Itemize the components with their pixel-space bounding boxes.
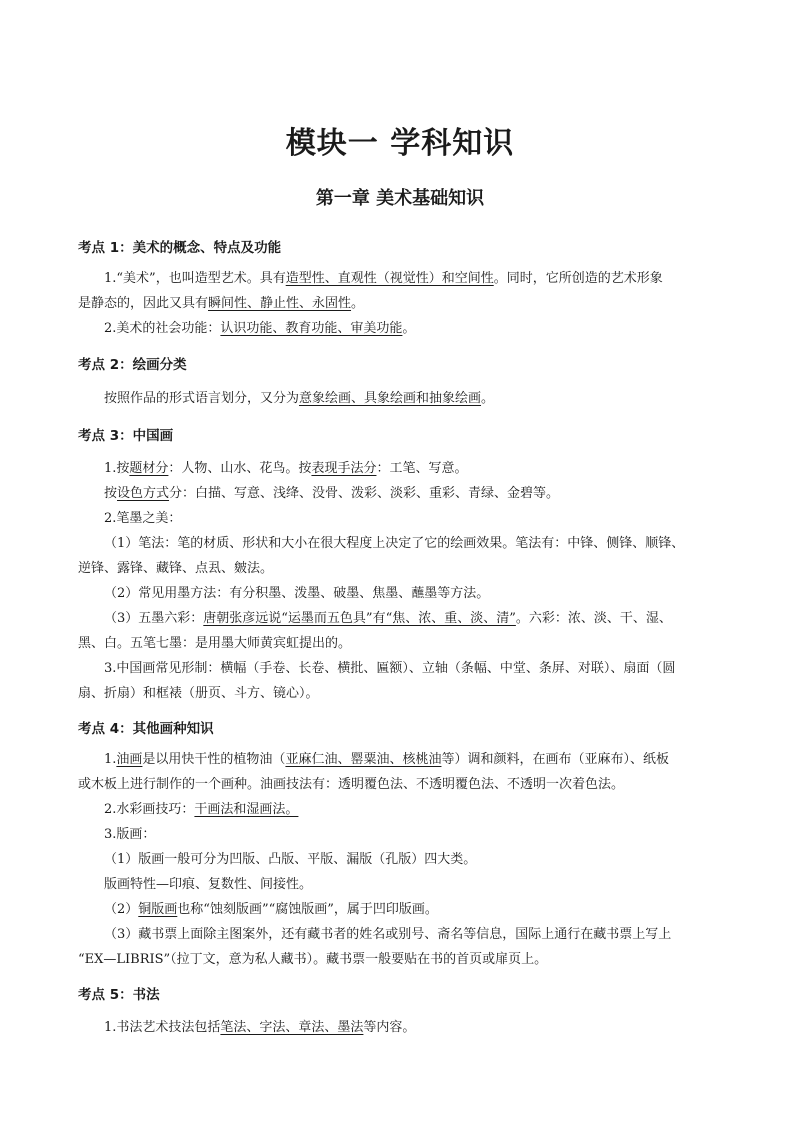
- section-heading: 考点 3：中国画: [78, 428, 174, 444]
- paragraph-line: 3.版画：: [104, 827, 156, 842]
- paragraph-line: 1.“美术”，也叫造型艺术。具有造型性、直观性（视觉性）和空间性。同时，它所创造的艺术形象: [104, 271, 663, 286]
- paragraph-line: （1）笔法：笔的材质、形状和大小在很大程度上决定了它的绘画效果。笔法有：中锋、侧锋、顺锋、: [104, 536, 685, 551]
- paragraph-line: 扇、折扇）和框裱（册页、斗方、镜心）。: [78, 686, 319, 701]
- section-heading: 考点 2：绘画分类: [78, 357, 187, 373]
- paragraph-line: 黑、白。五笔七墨：是用墨大师黄宾虹提出的。: [78, 636, 352, 651]
- section-heading: 考点 5：书法: [78, 987, 160, 1003]
- paragraph-line: 或木板上进行制作的一个画种。油画技法有：透明覆色法、不透明覆色法、不透明一次着色法。: [78, 777, 625, 792]
- paragraph-line: 2.美术的社会功能：认识功能、教育功能、审美功能。: [104, 321, 416, 336]
- paragraph-line: （2）常见用墨方法：有分积墨、泼墨、破墨、焦墨、蘸墨等方法。: [104, 586, 490, 601]
- paragraph-line: 1.油画是以用快干性的植物油（亚麻仁油、罂粟油、核桃油等）调和颜料，在画布（亚麻布）、纸板: [104, 752, 669, 767]
- chapter-title: 第一章 美术基础知识: [315, 188, 485, 209]
- paragraph-line: 按设色方式分：白描、写意、浅绛、没骨、泼彩、淡彩、重彩、青绿、金碧等。: [104, 486, 560, 501]
- paragraph-line: 1.按题材分：人物、山水、花鸟。按表现手法分：工笔、写意。: [104, 461, 468, 476]
- paragraph-line: “EX—LIBRIS”（拉丁文，意为私人藏书）。藏书票一般要贴在书的首页或扉页上。: [78, 952, 548, 967]
- paragraph-line: （3）藏书票上面除主图案外，还有藏书者的姓名或别号、斋名等信息，国际上通行在藏书票上写上: [104, 927, 672, 942]
- paragraph-line: 是静态的，因此又具有瞬间性、静止性、永固性。: [78, 296, 365, 311]
- paragraph-line: 1.书法艺术技法包括笔法、字法、章法、墨法等内容。: [104, 1020, 416, 1035]
- paragraph-line: （3）五墨六彩：唐朝张彦远说“运墨而五色具”有“焦、浓、重、淡、清”。六彩：浓、淡、干、湿、: [104, 611, 672, 626]
- paragraph-line: 逆锋、露锋、藏锋、点厾、皴法。: [78, 561, 274, 576]
- section-heading: 考点 4：其他画种知识: [78, 721, 214, 737]
- page-title: 模块一 学科知识: [285, 126, 515, 161]
- section-heading: 考点 1：美术的概念、特点及功能: [78, 240, 282, 256]
- paragraph-line: 按照作品的形式语言划分，又分为意象绘画、具象绘画和抽象绘画。: [104, 391, 495, 406]
- paragraph-line: （1）版画一般可分为凹版、凸版、平版、漏版（孔版）四大类。: [104, 852, 477, 867]
- paragraph-line: 2.水彩画技巧：干画法和湿画法。: [104, 802, 299, 817]
- paragraph-line: 2.笔墨之美：: [104, 511, 182, 526]
- paragraph-line: 3.中国画常见形制：横幅（手卷、长卷、横批、匾额）、立轴（条幅、中堂、条屏、对联）、扇面（圆: [104, 661, 676, 676]
- paragraph-line: （2）铜版画也称“蚀刻版画”“腐蚀版画”，属于凹印版画。: [104, 902, 438, 917]
- paragraph-line: 版画特性—印痕、复数性、间接性。: [104, 877, 313, 892]
